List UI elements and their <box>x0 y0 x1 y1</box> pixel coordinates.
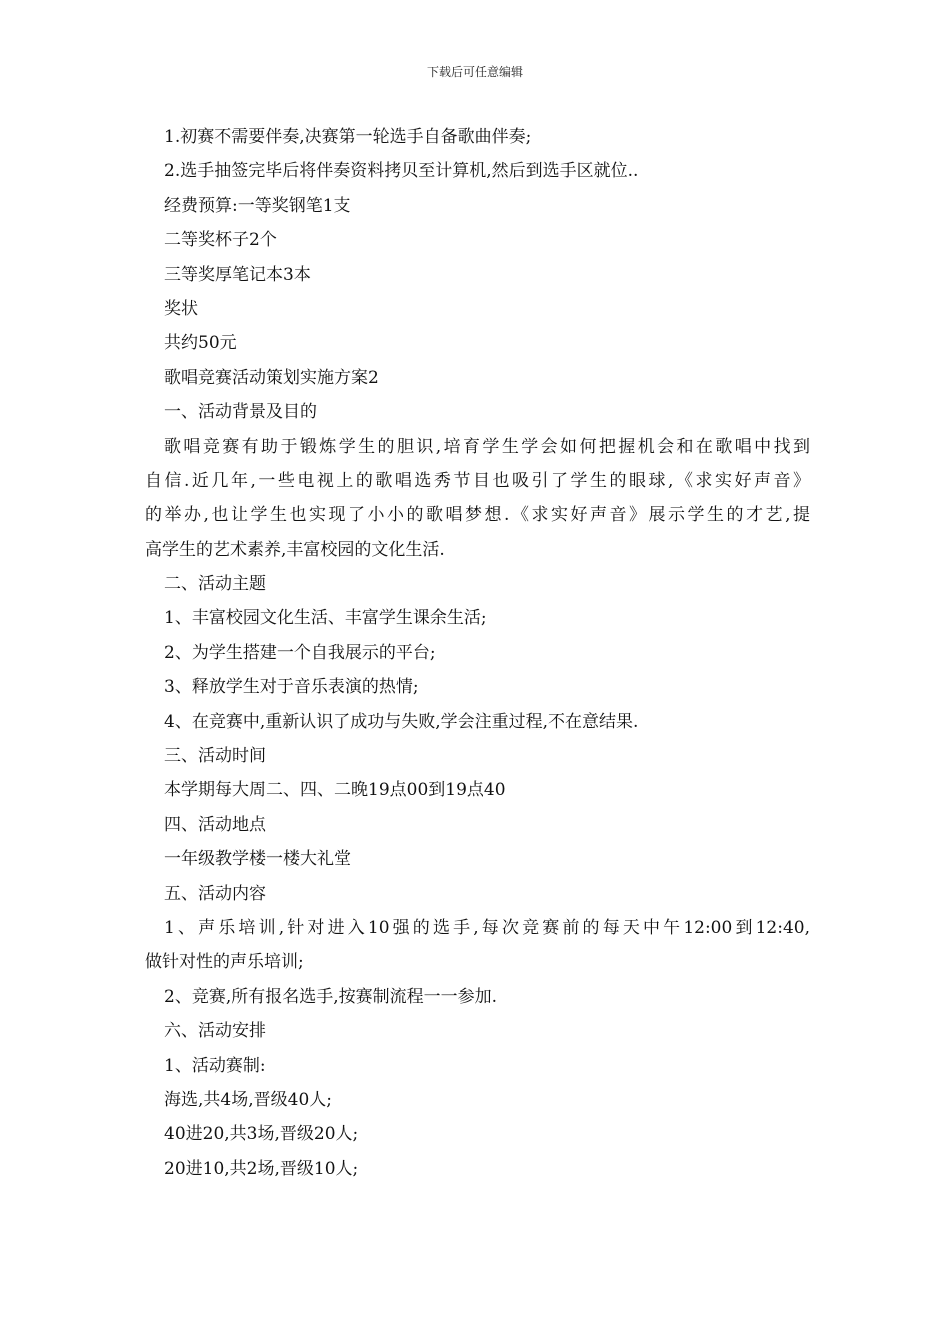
text-line: 经费预算:一等奖钢笔1支 <box>164 195 351 216</box>
text-line: 20进10,共2场,晋级10人; <box>164 1158 359 1179</box>
text-line: 做针对性的声乐培训; <box>145 952 304 973</box>
text-line: 六、活动安排 <box>164 1021 266 1042</box>
text-line: 3、释放学生对于音乐表演的热情; <box>164 677 419 698</box>
text-line: 1、丰富校园文化生活、丰富学生课余生活; <box>164 608 487 629</box>
page-header: 下载后可任意编辑 <box>426 65 523 79</box>
document-body <box>145 120 810 1186</box>
text-line: 高学生的艺术素养,丰富校园的文化生活. <box>145 539 445 560</box>
text-line: 歌唱竞赛有助于锻炼学生的胆识,培育学生学会如何把握机会和在歌唱中找到 <box>164 436 810 457</box>
text-line: 三等奖厚笔记本3本 <box>164 264 311 285</box>
text-line: 共约50元 <box>164 333 237 354</box>
text-line: 二等奖杯子2个 <box>164 230 277 251</box>
text-line: 2、竞赛,所有报名选手,按赛制流程一一参加. <box>164 986 498 1007</box>
text-line: 三、活动时间 <box>164 746 266 767</box>
text-line: 4、在竞赛中,重新认识了成功与失败,学会注重过程,不在意结果. <box>164 711 639 732</box>
text-line: 一年级教学楼一楼大礼堂 <box>164 849 351 870</box>
text-line: 自信.近几年,一些电视上的歌唱选秀节目也吸引了学生的眼球,《求实好声音》 <box>145 470 810 491</box>
text-line: 40进20,共3场,晋级20人; <box>164 1124 359 1145</box>
text-line: 五、活动内容 <box>164 883 266 904</box>
text-line: 一、活动背景及目的 <box>164 402 317 423</box>
text-line: 四、活动地点 <box>164 814 266 835</box>
text-line: 歌唱竞赛活动策划实施方案2 <box>164 367 379 388</box>
text-line: 本学期每大周二、四、二晚19点00到19点40 <box>164 780 506 801</box>
text-line: 1、活动赛制: <box>164 1055 266 1076</box>
text-line: 奖状 <box>164 298 198 319</box>
text-line: 的举办,也让学生也实现了小小的歌唱梦想.《求实好声音》展示学生的才艺,提 <box>145 505 810 526</box>
text-line: 二、活动主题 <box>164 574 266 595</box>
text-line: 1.初赛不需要伴奏,决赛第一轮选手自备歌曲伴奏; <box>164 127 532 147</box>
text-line: 1、声乐培训,针对进入10强的选手,每次竞赛前的每天中午12:00到12:40, <box>164 917 810 938</box>
text-line: 2、为学生搭建一个自我展示的平台; <box>164 642 436 663</box>
text-line: 海选,共4场,晋级40人; <box>164 1089 332 1110</box>
text-line: 2.选手抽签完毕后将伴奏资料拷贝至计算机,然后到选手区就位.. <box>164 161 639 182</box>
